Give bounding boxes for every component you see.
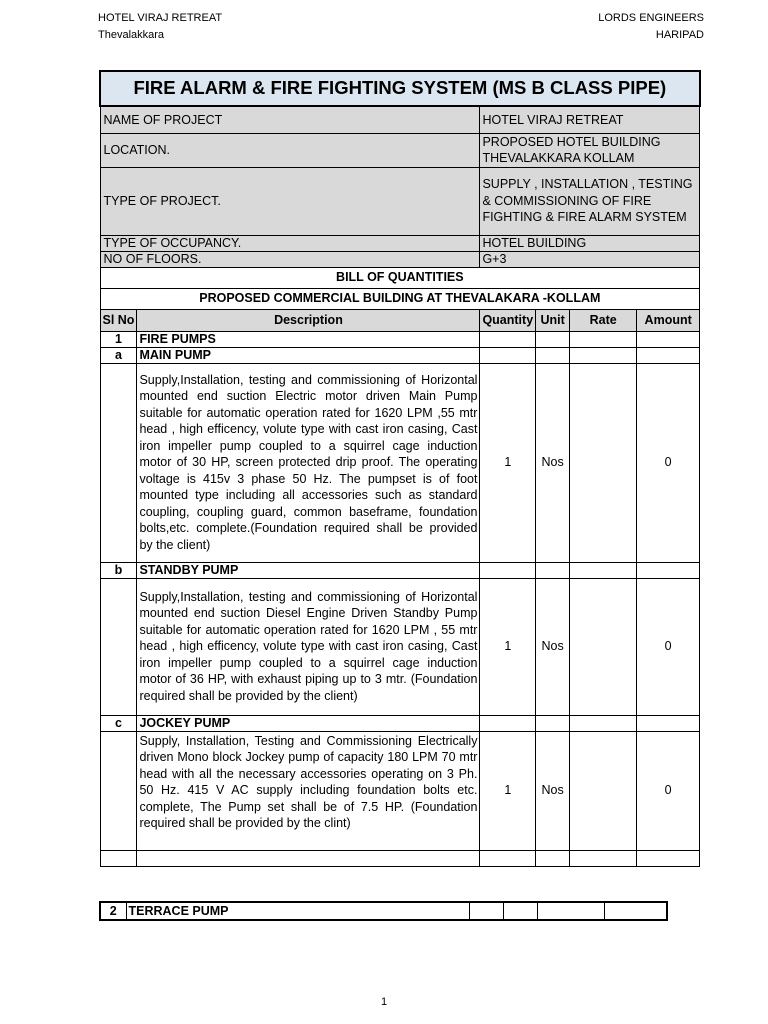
info-value: HOTEL VIRAJ RETREAT: [480, 106, 700, 133]
boq-title-row: [100, 267, 700, 288]
item-heading: STANDBY PUMP: [137, 562, 480, 578]
info-label: TYPE OF PROJECT.: [100, 167, 480, 235]
col-unit: Unit: [536, 309, 570, 331]
col-amount: Amount: [637, 309, 700, 331]
item-id: b: [100, 562, 137, 578]
document-title: FIRE ALARM & FIRE FIGHTING SYSTEM (MS B CLASS PIPE): [100, 71, 700, 106]
section-row: [100, 902, 667, 920]
item-amount: 0: [637, 363, 700, 562]
boq-title: BILL OF QUANTITIES: [100, 267, 700, 288]
page-number: 1: [380, 996, 388, 1008]
section-row: [100, 331, 700, 347]
item-heading-row: [100, 715, 700, 731]
info-label: NO OF FLOORS.: [100, 251, 480, 267]
info-row-type: [100, 167, 700, 235]
col-sl-no: Sl No: [100, 309, 137, 331]
section-title: TERRACE PUMP: [126, 902, 469, 920]
info-row-project: [100, 106, 700, 133]
header-place: Thevalakkara: [98, 29, 165, 41]
info-value: PROPOSED HOTEL BUILDING THEVALAKKARA KOLLAM: [480, 133, 700, 167]
boq-subtitle-row: [100, 288, 700, 309]
column-header-row: [100, 309, 700, 331]
info-value: G+3: [480, 251, 700, 267]
item-rate: [570, 578, 637, 715]
info-row-occupancy: [100, 235, 700, 251]
item-amount: 0: [637, 731, 700, 850]
info-label: LOCATION.: [100, 133, 480, 167]
item-rate: [570, 363, 637, 562]
item-id: a: [100, 347, 137, 363]
info-value: HOTEL BUILDING: [480, 235, 700, 251]
section-number: 2: [100, 902, 126, 920]
item-row: [100, 363, 700, 562]
header-contractor-place: HARIPAD: [655, 29, 704, 41]
item-row: [100, 578, 700, 715]
boq-table-continued: [99, 901, 668, 921]
section-number: 1: [100, 331, 137, 347]
col-quantity: Quantity: [480, 309, 536, 331]
empty-row: [100, 850, 700, 866]
boq-table: [99, 70, 701, 867]
title-row: [100, 71, 700, 106]
header-right: [598, 10, 704, 44]
header-left: [98, 10, 222, 44]
info-row-floors: [100, 251, 700, 267]
col-description: Description: [137, 309, 480, 331]
col-rate: Rate: [570, 309, 637, 331]
info-value: SUPPLY , INSTALLATION , TESTING & COMMISSIONING OF FIRE FIGHTING & FIRE ALARM SYSTEM: [480, 167, 700, 235]
item-amount: 0: [637, 578, 700, 715]
item-heading-row: [100, 562, 700, 578]
boq-subtitle: PROPOSED COMMERCIAL BUILDING AT THEVALAKARA -KOLLAM: [100, 288, 700, 309]
item-quantity: 1: [480, 363, 536, 562]
section-title: FIRE PUMPS: [137, 331, 480, 347]
item-heading: MAIN PUMP: [137, 347, 480, 363]
item-quantity: 1: [480, 578, 536, 715]
info-label: NAME OF PROJECT: [100, 106, 480, 133]
item-description: Supply,Installation, testing and commissioning of Horizontal mounted end suction Electric motor driven Main Pump suitable for automatic operation rated for 1620 LPM ,55 mtr head , high efficency, volute type with cast iron casing, Cast iron impeller pump coupled to a squirrel cage induction motor of 30 HP, screen protected drip proof. The operating voltage is 415v 3 phase 50 Hz. The pumpset is of foot mounted type including all accessories such as standard coupling, coupling guard, common baseframe, foundation bolts,etc. complete.(Foundation required shall be provided by the client): [137, 363, 480, 562]
item-unit: Nos: [536, 363, 570, 562]
header-company: HOTEL VIRAJ RETREAT: [98, 12, 223, 24]
item-description: Supply,Installation, testing and commissioning of Horizontal mounted end suction Diesel Engine Driven Standby Pump suitable for automatic operation rated for 1620 LPM , 55 mtr head , high efficency, volute type with cast iron casing, Cast iron impeller pump coupled to a squirrel cage induction motor of 36 HP, with exhaust piping up to 3 mtr. (Foundation required shall be provided by the client): [137, 578, 480, 715]
info-label: TYPE OF OCCUPANCY.: [100, 235, 480, 251]
item-rate: [570, 731, 637, 850]
header-contractor: LORDS ENGINEERS: [598, 12, 704, 24]
item-description: Supply, Installation, Testing and Commissioning Electrically driven Mono block Jockey pump of capacity 180 LPM 70 mtr head with all the necessary accessories operating on 3 Ph. 50 Hz. 415 V AC supply including foundation bolts etc. complete, The Pump set shall be of 7.5 HP. (Foundation required shall be provided by the clint): [137, 731, 480, 850]
item-heading: JOCKEY PUMP: [137, 715, 480, 731]
item-row: [100, 731, 700, 850]
item-unit: Nos: [536, 731, 570, 850]
item-quantity: 1: [480, 731, 536, 850]
item-heading-row: [100, 347, 700, 363]
item-id: c: [100, 715, 137, 731]
info-row-location: [100, 133, 700, 167]
item-unit: Nos: [536, 578, 570, 715]
